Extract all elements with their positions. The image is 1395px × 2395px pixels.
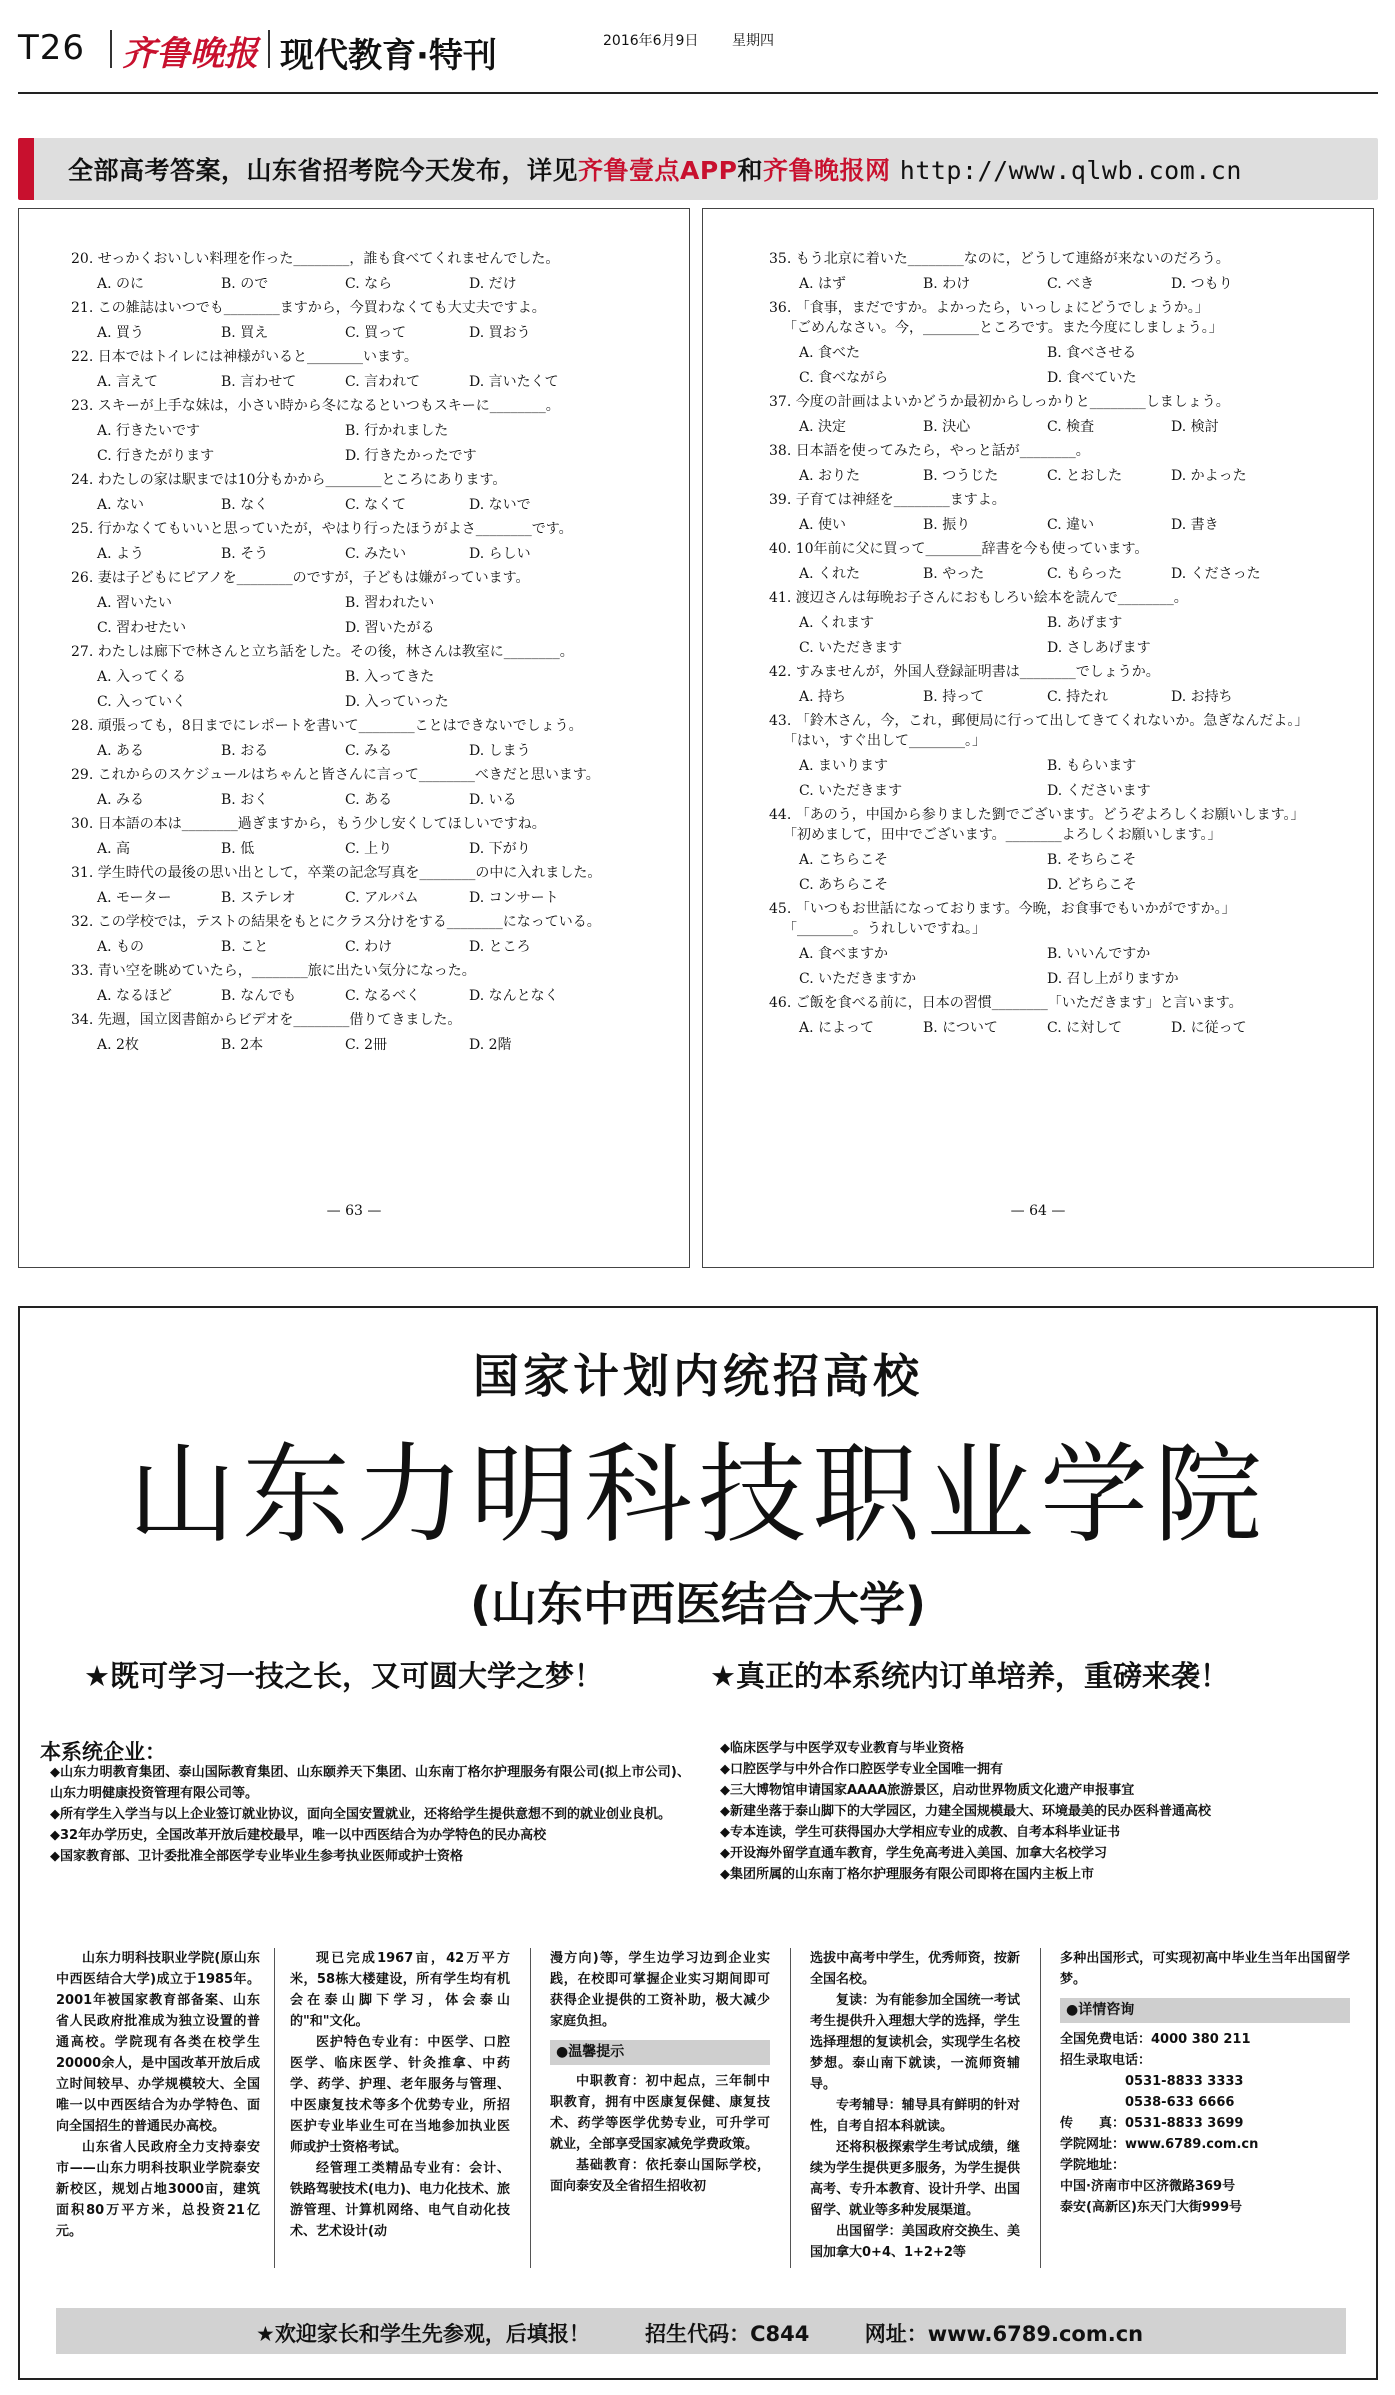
answer-option: B. あげます: [1047, 615, 1123, 631]
body-paragraph: 经管理工类精品专业有：会计、铁路驾驶技术(电力)、电力化技术、旅游管理、计算机网络、电气自动化技术、艺术设计(动: [290, 2161, 510, 2239]
answer-options: [19, 667, 689, 712]
contact-heading: ●详情咨询: [1060, 1998, 1350, 2023]
answer-option: A. 決定: [799, 419, 847, 435]
answer-option: C. べき: [1047, 276, 1095, 292]
answer-option: B. 決心: [923, 419, 971, 435]
feature-item: ◆开设海外留学直通车教育，学生免高考进入美国、加拿大名校学习: [720, 1846, 1107, 1861]
answer-options: [19, 790, 689, 810]
answer-option: C. みる: [345, 743, 393, 759]
contact-line: 0531-8833 3333: [1060, 2074, 1244, 2089]
exam-question: [703, 490, 1373, 535]
answer-option: D. 書き: [1171, 517, 1219, 533]
answer-option: A. なるほど: [97, 988, 173, 1004]
answer-option: C. 行きたがります: [97, 448, 215, 464]
answer-option: D. さしあげます: [1047, 640, 1151, 656]
answer-option: A. 買う: [97, 325, 145, 341]
answer-option: A. 食べますか: [799, 946, 889, 962]
body-column-1: [56, 1948, 260, 2268]
exam-question: [19, 298, 689, 343]
answer-option: C. いただきますか: [799, 971, 917, 987]
answer-options: [703, 417, 1373, 437]
body-column-3: [550, 1948, 770, 2268]
body-paragraph: 现已完成1967亩，42万平方米，58栋大楼建设，所有学生均有机会在泰山脚下学习，体会泰山的"和"文化。: [290, 1951, 510, 2029]
exam-question: [703, 249, 1373, 294]
answer-option: B. 低: [221, 841, 255, 857]
body-paragraph: 山东力明科技职业学院(原山东中西医结合大学)成立于1985年。2001年被国家教育部备案、山东省人民政府批准成为独立设置的普通高校。学院现有各类在校学生20000余人，是中国改革开放后成立时间较早、办学规模较大、全国唯一以中西医结合为办学特色、面向全国招生的普通民办高校。: [56, 1951, 260, 2134]
college-website: 网址：www.6789.com.cn: [864, 2322, 1144, 2346]
answer-options: [703, 564, 1373, 584]
body-paragraph: 多种出国形式，可实现初高中毕业生当年出国留学梦。: [1060, 1951, 1350, 1987]
question-stem: 40. 10年前に父に買って________辞書を今も使っています。: [769, 541, 1149, 557]
question-dialogue-line: 「初めまして，田中でございます。________よろしくお願いします。」: [783, 827, 1222, 843]
newspaper-logo: 齐鲁晚报: [122, 34, 258, 74]
exam-question: [19, 249, 689, 294]
answer-option: C. 持たれ: [1047, 689, 1109, 705]
answer-option: C. 違い: [1047, 517, 1095, 533]
answer-option: D. お持ち: [1171, 689, 1233, 705]
answer-option: A. みる: [97, 792, 145, 808]
answer-option: D. かよった: [1171, 468, 1247, 484]
answer-option: C. 検査: [1047, 419, 1095, 435]
masthead: [18, 22, 1378, 76]
answer-option: B. 振り: [923, 517, 971, 533]
question-stem: 26. 妻は子どもにピアノを________のですが，子どもは嫌がっています。: [71, 570, 530, 586]
answer-option: C. 買って: [345, 325, 407, 341]
answer-option: C. わけ: [345, 939, 393, 955]
exam-question: [19, 470, 689, 515]
masthead-separator: [268, 30, 270, 68]
feature-list-right: [720, 1738, 1360, 1885]
answer-option: C. とおした: [1047, 468, 1123, 484]
answer-options: [703, 466, 1373, 486]
answer-options: [19, 839, 689, 859]
exam-page-left: [18, 208, 690, 1268]
exam-question: [703, 993, 1373, 1038]
answer-options: [19, 372, 689, 392]
feature-item: ◆专本连读，学生可获得国办大学相应专业的成教、自考本科毕业证书: [720, 1825, 1120, 1840]
answer-option: C. 上り: [345, 841, 393, 857]
answer-options: [703, 687, 1373, 707]
answer-option: D. 検討: [1171, 419, 1219, 435]
answer-option: D. くださいます: [1047, 783, 1151, 799]
slogan: ★既可学习一技之长，又可圆大学之梦！: [84, 1659, 603, 1693]
answer-option: B. こと: [221, 939, 269, 955]
feature-item: ◆所有学生入学当与以上企业签订就业协议，面向全国安置就业，还将给学生提供意想不到的就业创业良机。: [50, 1807, 671, 1822]
question-stem: 28. 頑張っても，8日までにレポートを書いて________ことはできないでしょう。: [71, 718, 583, 734]
feature-item: ◆32年办学历史，全国改革开放后建校最早，唯一以中西医结合为办学特色的民办高校: [50, 1828, 547, 1843]
body-paragraph: 出国留学：美国政府交换生、美国加拿大0+4、1+2+2等: [810, 2224, 1020, 2260]
answer-option: D. だけ: [469, 276, 517, 292]
answer-options: [703, 850, 1373, 895]
answer-option: A. よう: [97, 546, 145, 562]
answer-option: D. 食べていた: [1047, 370, 1137, 386]
answer-option: B. おる: [221, 743, 269, 759]
exam-question: [19, 765, 689, 810]
question-stem: 39. 子育ては神経を________ますよ。: [769, 492, 1006, 508]
answer-option: D. どちらこそ: [1047, 877, 1137, 893]
question-dialogue-line: 「はい，すぐ出して________。」: [783, 733, 986, 749]
tips-heading: ●温馨提示: [550, 2040, 770, 2065]
question-stem: 37. 今度の計画はよいかどうか最初からしっかりと________しましょう。: [769, 394, 1230, 410]
question-stem: 38. 日本語を使ってみたら，やっと話が________。: [769, 443, 1090, 459]
answer-option: B. なく: [221, 497, 269, 513]
answer-option: B. やった: [923, 566, 985, 582]
body-column-5: [1060, 1948, 1350, 2268]
answer-option: A. こちらこそ: [799, 852, 889, 868]
body-column-2: [290, 1948, 510, 2268]
question-stem: 45. 「いつもお世話になっております。今晩，お食事でもいかがですか。」: [769, 901, 1236, 917]
college-name: 山东力明科技职业学院: [127, 1433, 1268, 1558]
exam-question: [703, 392, 1373, 437]
answer-option: B. 行かれました: [345, 423, 449, 439]
answer-option: A. くれます: [799, 615, 875, 631]
exam-question: [19, 519, 689, 564]
answer-option: B. について: [923, 1020, 998, 1036]
body-column-4: [810, 1948, 1020, 2268]
answer-option: B. そう: [221, 546, 269, 562]
question-stem: 42. すみませんが，外国人登録証明書は________でしょうか。: [769, 664, 1160, 680]
question-stem: 33. 青い空を眺めていたら，________旅に出たい気分になった。: [71, 963, 476, 979]
contact-line: 学院地址：: [1060, 2158, 1126, 2173]
body-paragraph: 复读：为有能参加全国统一考试考生提供升入理想大学的选择，学生选择理想的复读机会，实现学生名校梦想。泰山南下就读，一流师资辅导。: [810, 1993, 1020, 2092]
answer-option: A. はず: [799, 276, 847, 292]
answer-option: B. おく: [221, 792, 269, 808]
contact-line: 0538-633 6666: [1060, 2095, 1235, 2110]
question-dialogue-line: 「________。うれしいですね。」: [783, 921, 986, 937]
answer-option: B. もらいます: [1047, 758, 1137, 774]
answer-options: [19, 274, 689, 294]
answer-option: A. 習いたい: [97, 595, 173, 611]
feature-item: ◆口腔医学与中外合作口腔医学专业全国唯一拥有: [720, 1762, 1003, 1777]
column-divider: [274, 1948, 275, 2268]
contact-line: 招生录取电话：: [1060, 2053, 1152, 2068]
answer-options: [703, 944, 1373, 989]
exam-page-right: [702, 208, 1374, 1268]
answer-option: D. 下がり: [469, 841, 531, 857]
answer-option: A. まいります: [799, 758, 889, 774]
exam-question: [19, 347, 689, 392]
question-stem: 41. 渡辺さんは毎晩お子さんにおもしろい絵本を読んで________。: [769, 590, 1188, 606]
answer-option: A. 行きたいです: [97, 423, 201, 439]
advert-footer-bar: [56, 2308, 1346, 2354]
exam-question: [19, 814, 689, 859]
answer-option: A. おりた: [799, 468, 861, 484]
answer-option: C. もらった: [1047, 566, 1123, 582]
enterprise-heading: 本系统企业：: [40, 1740, 166, 1764]
body-paragraph: 医护特色专业有：中医学、口腔医学、临床医学、针灸推拿、中药学、药学、护理、老年服务与管理、中医康复技术等多个优势专业，所招医护专业毕业生可在当地参加执业医师或护士资格考试。: [290, 2035, 510, 2155]
answer-option: A. 高: [97, 841, 131, 857]
question-stem: 23. スキーが上手な妹は，小さい時から冬になるといつもスキーに________。: [71, 398, 560, 414]
page-footer-number: — 63 —: [326, 1203, 382, 1219]
question-stem: 36. 「食事，まだですか。よかったら，いっしょにどうでしょうか。」: [769, 300, 1209, 316]
answer-option: C. みたい: [345, 546, 407, 562]
answer-options: [703, 515, 1373, 535]
answer-option: D. 行きたかったです: [345, 448, 477, 464]
answer-option: A. 食べた: [799, 345, 861, 361]
exam-question: [703, 588, 1373, 658]
answer-option: C. いただきます: [799, 640, 903, 656]
exam-question: [703, 662, 1373, 707]
exam-question: [19, 568, 689, 638]
exam-question: [703, 298, 1373, 388]
question-stem: 25. 行かなくてもいいと思っていたが，やはり行ったほうがよさ________です。: [71, 521, 573, 537]
contact-line: 传 真：0531-8833 3699: [1060, 2116, 1244, 2131]
answer-options: [19, 544, 689, 564]
answer-options: [19, 323, 689, 343]
page-footer-number: — 64 —: [1010, 1203, 1066, 1219]
banner-url[interactable]: http://www.qlwb.com.cn: [899, 156, 1242, 185]
feature-item: ◆新建坐落于泰山脚下的大学园区，力建全国规模最大、环境最美的民办医科普通高校: [720, 1804, 1211, 1819]
answers-banner: [18, 138, 1378, 200]
question-stem: 46. ご飯を食べる前に，日本の習慣________「いただきます」と言います。: [769, 995, 1243, 1011]
column-divider: [1040, 1948, 1041, 2268]
answer-option: B. 入ってきた: [345, 669, 435, 685]
answer-option: B. いいんですか: [1047, 946, 1151, 962]
admission-code: 招生代码：C844: [645, 2322, 810, 2346]
answer-option: D. くださった: [1171, 566, 1261, 582]
contact-line: 学院网址：www.6789.com.cn: [1060, 2137, 1259, 2152]
masthead-rule: [18, 92, 1378, 94]
exam-question: [19, 1010, 689, 1055]
question-stem: 29. これからのスケジュールはちゃんと皆さんに言って________べきだと思います。: [71, 767, 600, 783]
answer-option: C. 入っていく: [97, 694, 187, 710]
answer-option: C. なくて: [345, 497, 407, 513]
college-advert: [18, 1306, 1378, 2380]
answer-option: D. いる: [469, 792, 517, 808]
answer-options: [703, 613, 1373, 658]
advert-kicker: 国家计划内统招高校: [473, 1349, 923, 1403]
answer-option: D. つもり: [1171, 276, 1233, 292]
answer-option: B. 持って: [923, 689, 985, 705]
answer-option: C. 食べながら: [799, 370, 889, 386]
column-divider: [790, 1948, 791, 2268]
question-list-right: [703, 249, 1373, 1042]
answer-option: A. のに: [97, 276, 145, 292]
feature-item: ◆山东力明教育集团、泰山国际教育集团、山东颐养天下集团、山东南丁格尔护理服务有限公司(拟上市公司)、山东力明健康投资管理有限公司等。: [50, 1765, 690, 1801]
answer-options: [703, 343, 1373, 388]
answer-option: D. 入っていった: [345, 694, 449, 710]
answer-option: C. あちらこそ: [799, 877, 889, 893]
answer-option: A. モーター: [97, 890, 172, 906]
feature-item: ◆国家教育部、卫计委批准全部医学专业毕业生参考执业医师或护士资格: [50, 1849, 463, 1864]
question-stem: 21. この雑誌はいつでも________ますから，今買わなくても大丈夫ですよ。: [71, 300, 546, 316]
exam-question: [703, 899, 1373, 989]
answer-option: B. そちらこそ: [1047, 852, 1137, 868]
answer-option: B. 習われたい: [345, 595, 435, 611]
answer-option: C. 言われて: [345, 374, 421, 390]
question-dialogue-line: 「ごめんなさい。今，________ところです。また今度にしましょう。」: [783, 320, 1223, 336]
answer-option: C. 習わせたい: [97, 620, 187, 636]
answer-option: D. ところ: [469, 939, 531, 955]
answer-option: D. 言いたくて: [469, 374, 559, 390]
advert-footer-text: [256, 2318, 1143, 2348]
question-list-left: [19, 249, 689, 1059]
section-title: 现代教育·特刊: [280, 36, 497, 76]
masthead-separator: [110, 30, 112, 68]
answer-option: D. 召し上がりますか: [1047, 971, 1179, 987]
exam-question: [19, 396, 689, 466]
answer-option: A. くれた: [799, 566, 861, 582]
answer-option: C. なら: [345, 276, 393, 292]
question-stem: 24. わたしの家は駅までは10分もかから________ところにあります。: [71, 472, 507, 488]
banner-app-link[interactable]: 齐鲁壹点APP: [578, 156, 738, 185]
answer-option: B. 2本: [221, 1037, 264, 1053]
exam-question: [19, 912, 689, 957]
answer-options: [19, 1035, 689, 1055]
feature-item: ◆临床医学与中医学双专业教育与毕业资格: [720, 1741, 964, 1756]
body-paragraph: 还将积极探索学生考试成绩，继续为学生提供更多服务，为学生提供高考、专升本教育、设计升学、出国留学、就业等多种发展渠道。: [810, 2140, 1020, 2218]
answer-option: A. 言えて: [97, 374, 159, 390]
answer-option: A. ある: [97, 743, 145, 759]
answer-option: C. なるべく: [345, 988, 421, 1004]
answer-option: A. ない: [97, 497, 145, 513]
answer-option: B. つうじた: [923, 468, 999, 484]
answer-option: B. 食べさせる: [1047, 345, 1137, 361]
contact-line: 泰安(高新区)东天门大街999号: [1060, 2200, 1243, 2215]
question-stem: 34. 先週，国立図書館からビデオを________借りてきました。: [71, 1012, 462, 1028]
contact-line: 全国免费电话：4000 380 211: [1060, 2032, 1251, 2047]
body-paragraph: 漫方向)等，学生边学习边到企业实践，在校即可掌握企业实习期间即可获得企业提供的工资补助，极大减少家庭负担。: [550, 1951, 770, 2029]
body-paragraph: 专考辅导：辅导具有鲜明的针对性，自考自招本科就读。: [810, 2098, 1020, 2134]
exam-question: [703, 711, 1373, 801]
column-divider: [530, 1948, 531, 2268]
answer-option: D. 2階: [469, 1037, 512, 1053]
answer-option: D. らしい: [469, 546, 531, 562]
college-alias: (山东中西医结合大学): [469, 1577, 927, 1631]
answer-options: [19, 495, 689, 515]
question-stem: 44. 「あのう，中国から参りました劉でございます。どうぞよろしくお願いします。」: [769, 807, 1305, 823]
exam-question: [19, 642, 689, 712]
answer-options: [19, 888, 689, 908]
answer-option: B. ステレオ: [221, 890, 296, 906]
answer-options: [19, 421, 689, 466]
answer-option: B. なんでも: [221, 988, 297, 1004]
answer-option: D. に従って: [1171, 1020, 1247, 1036]
banner-site-link[interactable]: 齐鲁晚报网: [763, 156, 891, 185]
exam-question: [703, 805, 1373, 895]
answer-option: A. 2枚: [97, 1037, 139, 1053]
answer-option: C. に対して: [1047, 1020, 1123, 1036]
question-stem: 27. わたしは廊下で林さんと立ち話をした。その後，林さんは教室に________。: [71, 644, 574, 660]
page-number: T26: [18, 28, 86, 68]
question-stem: 20. せっかくおいしい料理を作った________，誰も食べてくれませんでした。: [71, 251, 560, 267]
answer-option: A. もの: [97, 939, 145, 955]
question-stem: 31. 学生時代の最後の思い出として，卒業の記念写真を________の中に入れました。: [71, 865, 602, 881]
body-paragraph: 选拔中高考中学生，优秀师资，按新全国名校。: [810, 1951, 1020, 1987]
question-stem: 30. 日本語の本は________過ぎますから，もう少し安くしてほしいですね。: [71, 816, 546, 832]
answer-options: [19, 986, 689, 1006]
answer-option: D. 買おう: [469, 325, 531, 341]
question-stem: 32. この学校では，テストの結果をもとにクラス分けをする________になっている。: [71, 914, 601, 930]
feature-item: ◆集团所属的山东南丁格尔护理服务有限公司即将在国内主板上市: [720, 1867, 1094, 1882]
answer-option: D. しまう: [469, 743, 531, 759]
exam-question: [19, 961, 689, 1006]
answer-option: C. アルバム: [345, 890, 419, 906]
exam-question: [19, 863, 689, 908]
answer-options: [703, 756, 1373, 801]
answer-option: A. 持ち: [799, 689, 847, 705]
feature-list-left: [50, 1762, 690, 1867]
issue-weekday: 星期四: [732, 33, 774, 49]
answer-option: D. ないで: [469, 497, 531, 513]
answer-option: B. わけ: [923, 276, 971, 292]
question-stem: 43. 「鈴木さん，今，これ，郵便局に行って出してきてくれないか。急ぎなんだよ。」: [769, 713, 1309, 729]
body-paragraph: 山东省人民政府全力支持泰安市——山东力明科技职业学院泰安新校区，规划占地3000亩，建筑面积80万平方米，总投资21亿元。: [56, 2140, 260, 2239]
answer-options: [703, 274, 1373, 294]
answer-option: C. いただきます: [799, 783, 903, 799]
answer-options: [703, 1018, 1373, 1038]
body-paragraph: 基础教育：依托泰山国际学校，面向泰安及全省招生招收初: [550, 2158, 770, 2194]
answer-option: B. 買え: [221, 325, 269, 341]
answer-option: D. コンサート: [469, 890, 559, 906]
slogan: ★真正的本系统内订单培养，重磅来袭！: [710, 1659, 1229, 1693]
question-stem: 22. 日本ではトイレには神様がいると________います。: [71, 349, 418, 365]
banner-lead: 全部高考答案，山东省招考院今天发布，详见: [68, 156, 579, 185]
feature-item: ◆三大博物馆申请国家AAAA旅游景区，启动世界物质文化遗产申报事宜: [720, 1783, 1135, 1798]
contact-line: 中国·济南市中区济微路369号: [1060, 2179, 1236, 2194]
exam-question: [19, 716, 689, 761]
welcome-note: ★欢迎家长和学生先参观，后填报！: [256, 2322, 590, 2346]
banner-text: [68, 151, 1242, 187]
answer-options: [19, 741, 689, 761]
answer-options: [19, 937, 689, 957]
answer-options: [19, 593, 689, 638]
answer-option: D. 習いたがる: [345, 620, 435, 636]
answer-option: C. 2冊: [345, 1037, 388, 1053]
answer-option: A. 使い: [799, 517, 847, 533]
exam-question: [703, 539, 1373, 584]
answer-option: D. なんとなく: [469, 988, 559, 1004]
body-paragraph: 中职教育：初中起点，三年制中职教育，拥有中医康复保健、康复技术、药学等医学优势专业，可升学可就业，全部享受国家减免学费政策。: [550, 2074, 770, 2152]
banner-conjunction: 和: [737, 156, 764, 185]
answer-option: B. ので: [221, 276, 269, 292]
answer-option: A. 入ってくる: [97, 669, 187, 685]
exam-question: [703, 441, 1373, 486]
answer-option: C. ある: [345, 792, 393, 808]
question-stem: 35. もう北京に着いた________なのに，どうして連絡が来ないのだろう。: [769, 251, 1230, 267]
answer-option: B. 言わせて: [221, 374, 297, 390]
answer-option: A. によって: [799, 1020, 875, 1036]
issue-date: 2016年6月9日: [603, 33, 699, 49]
